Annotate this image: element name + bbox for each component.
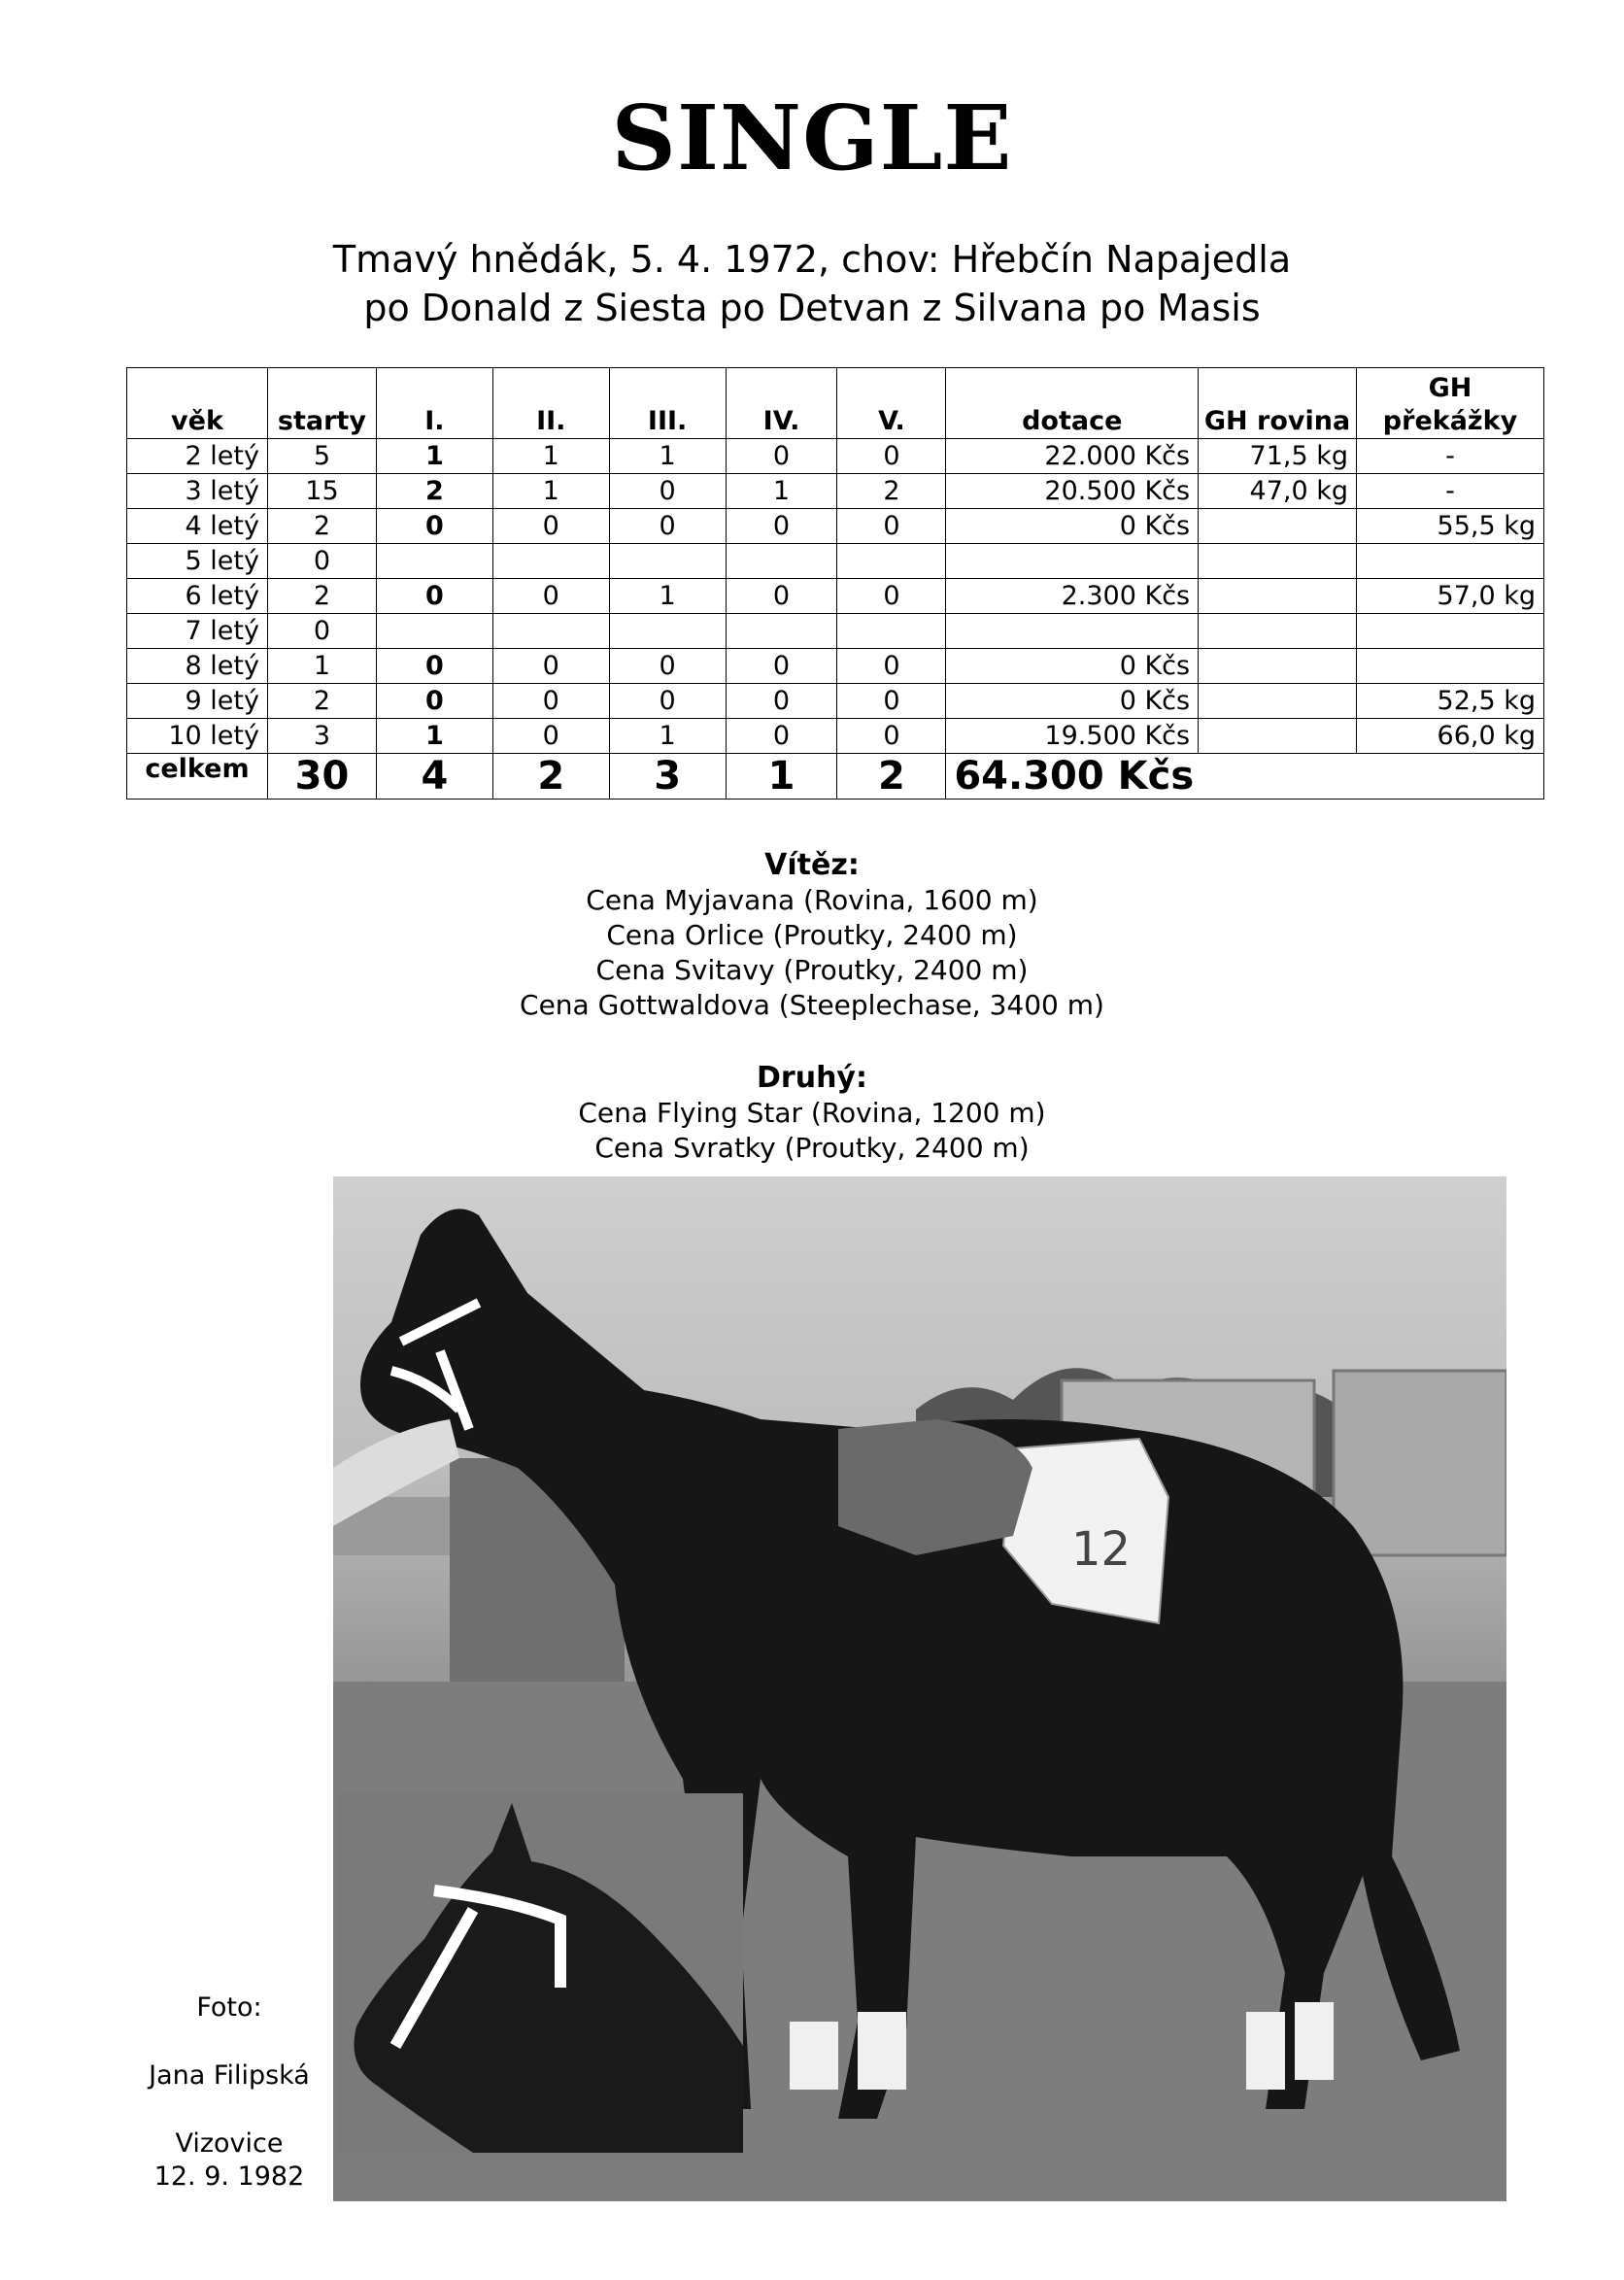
cell-fifth: 0 xyxy=(837,684,946,719)
total-fifth: 2 xyxy=(837,754,946,800)
total-first: 4 xyxy=(376,754,492,800)
cell-third: 0 xyxy=(609,684,726,719)
cell-starts: 2 xyxy=(267,684,376,719)
cell-second: 0 xyxy=(492,684,609,719)
cell-age: 10 letý xyxy=(127,719,268,754)
cell-prize: 22.000 Kčs xyxy=(946,439,1199,474)
cell-third xyxy=(609,614,726,649)
photo-credit-label: Foto: xyxy=(196,1992,262,2023)
cell-fifth xyxy=(837,614,946,649)
cell-gh-hurdles: 55,5 kg xyxy=(1357,509,1544,544)
winner-item: Cena Svitavy (Proutky, 2400 m) xyxy=(595,954,1029,986)
cell-second: 1 xyxy=(492,439,609,474)
cell-gh-hurdles xyxy=(1357,649,1544,684)
cell-third: 1 xyxy=(609,579,726,614)
cell-second: 1 xyxy=(492,474,609,509)
table-row xyxy=(127,544,1544,579)
total-fourth: 1 xyxy=(726,754,837,800)
cell-prize: 0 Kčs xyxy=(946,684,1199,719)
cell-fourth: 0 xyxy=(726,439,837,474)
cell-fourth xyxy=(726,614,837,649)
cell-fifth: 0 xyxy=(837,579,946,614)
cell-gh-flat xyxy=(1199,649,1357,684)
photo-credit-date: 12. 9. 1982 xyxy=(153,2161,305,2192)
cell-prize xyxy=(946,614,1199,649)
cell-age: 2 letý xyxy=(127,439,268,474)
photo-credit-place: Vizovice xyxy=(175,2128,284,2159)
cell-second: 0 xyxy=(492,509,609,544)
cell-third: 1 xyxy=(609,719,726,754)
cell-fifth: 0 xyxy=(837,439,946,474)
table-row xyxy=(127,649,1544,684)
cell-first: 1 xyxy=(376,719,492,754)
pedigree: po Donald z Siesta po Detvan z Silvana po Masis xyxy=(363,287,1261,329)
cell-prize: 0 Kčs xyxy=(946,649,1199,684)
cell-second: 0 xyxy=(492,649,609,684)
cell-fourth xyxy=(726,544,837,579)
cell-age: 7 letý xyxy=(127,614,268,649)
cell-gh-hurdles: - xyxy=(1357,439,1544,474)
saddle-number: 12 xyxy=(1071,1522,1132,1577)
cell-third xyxy=(609,544,726,579)
cell-fourth: 0 xyxy=(726,719,837,754)
cell-starts: 15 xyxy=(267,474,376,509)
cell-gh-hurdles: 57,0 kg xyxy=(1357,579,1544,614)
cell-first: 1 xyxy=(376,439,492,474)
cell-age: 5 letý xyxy=(127,544,268,579)
cell-gh-flat xyxy=(1199,544,1357,579)
col-header-starts: starty xyxy=(267,368,376,439)
cell-fourth: 0 xyxy=(726,579,837,614)
total-prize: 64.300 Kčs xyxy=(946,754,1544,800)
cell-fifth: 0 xyxy=(837,719,946,754)
second-item: Cena Svratky (Proutky, 2400 m) xyxy=(594,1132,1030,1164)
race-record-table xyxy=(126,367,1544,800)
cell-first: 0 xyxy=(376,649,492,684)
col-header-prize: dotace xyxy=(946,368,1199,439)
cell-second xyxy=(492,544,609,579)
cell-prize xyxy=(946,544,1199,579)
photo-credit-author: Jana Filipská xyxy=(149,2060,310,2091)
cell-starts: 0 xyxy=(267,614,376,649)
second-heading: Druhý: xyxy=(757,1061,867,1095)
cell-gh-flat xyxy=(1199,614,1357,649)
col-header-fourth: IV. xyxy=(726,368,837,439)
total-third: 3 xyxy=(609,754,726,800)
col-header-fifth: V. xyxy=(837,368,946,439)
cell-fourth: 0 xyxy=(726,509,837,544)
cell-third: 1 xyxy=(609,439,726,474)
cell-gh-hurdles: - xyxy=(1357,474,1544,509)
cell-gh-flat xyxy=(1199,719,1357,754)
second-place-section xyxy=(0,1061,1624,1166)
cell-gh-flat xyxy=(1199,684,1357,719)
cell-gh-hurdles: 52,5 kg xyxy=(1357,684,1544,719)
cell-age: 4 letý xyxy=(127,509,268,544)
cell-prize: 2.300 Kčs xyxy=(946,579,1199,614)
cell-first xyxy=(376,544,492,579)
horse-head-illustration xyxy=(337,1793,743,2153)
winner-item: Cena Gottwaldova (Steeplechase, 3400 m) xyxy=(520,989,1104,1021)
winner-item: Cena Orlice (Proutky, 2400 m) xyxy=(606,919,1018,951)
cell-starts: 3 xyxy=(267,719,376,754)
table-total-row xyxy=(127,754,1544,800)
cell-gh-flat: 71,5 kg xyxy=(1199,439,1357,474)
cell-first xyxy=(376,614,492,649)
cell-age: 8 letý xyxy=(127,649,268,684)
cell-age: 9 letý xyxy=(127,684,268,719)
cell-age: 6 letý xyxy=(127,579,268,614)
cell-second: 0 xyxy=(492,579,609,614)
table-header xyxy=(127,368,1544,439)
winner-item: Cena Myjavana (Rovina, 1600 m) xyxy=(586,884,1038,916)
cell-gh-hurdles xyxy=(1357,614,1544,649)
cell-starts: 2 xyxy=(267,579,376,614)
cell-gh-flat xyxy=(1199,579,1357,614)
cell-second xyxy=(492,614,609,649)
cell-prize: 20.500 Kčs xyxy=(946,474,1199,509)
table-row xyxy=(127,579,1544,614)
col-header-second: II. xyxy=(492,368,609,439)
cell-starts: 1 xyxy=(267,649,376,684)
col-header-gh-hurdles: GH překážky xyxy=(1357,368,1544,439)
col-header-age: věk xyxy=(127,368,268,439)
table-row xyxy=(127,474,1544,509)
cell-prize: 19.500 Kčs xyxy=(946,719,1199,754)
cell-fourth: 1 xyxy=(726,474,837,509)
cell-first: 0 xyxy=(376,684,492,719)
cell-starts: 0 xyxy=(267,544,376,579)
col-header-third: III. xyxy=(609,368,726,439)
cell-gh-flat xyxy=(1199,509,1357,544)
second-item: Cena Flying Star (Rovina, 1200 m) xyxy=(578,1097,1046,1129)
cell-starts: 2 xyxy=(267,509,376,544)
cell-fourth: 0 xyxy=(726,649,837,684)
total-starts: 30 xyxy=(267,754,376,800)
table-row xyxy=(127,439,1544,474)
cell-fifth: 2 xyxy=(837,474,946,509)
cell-first: 2 xyxy=(376,474,492,509)
table-row xyxy=(127,719,1544,754)
cell-third: 0 xyxy=(609,474,726,509)
table-row xyxy=(127,684,1544,719)
col-header-first: I. xyxy=(376,368,492,439)
horse-head-inset-photo xyxy=(337,1793,743,2153)
cell-third: 0 xyxy=(609,509,726,544)
col-header-gh-flat: GH rovina xyxy=(1199,368,1357,439)
cell-fifth xyxy=(837,544,946,579)
cell-fifth: 0 xyxy=(837,649,946,684)
table-row xyxy=(127,509,1544,544)
winner-heading: Vítěz: xyxy=(764,848,860,882)
cell-gh-hurdles xyxy=(1357,544,1544,579)
photo-credit-place-date xyxy=(132,2127,326,2194)
cell-third: 0 xyxy=(609,649,726,684)
winner-section xyxy=(0,848,1624,1023)
cell-first: 0 xyxy=(376,509,492,544)
cell-gh-flat: 47,0 kg xyxy=(1199,474,1357,509)
page-title: SINGLE xyxy=(611,85,1013,190)
cell-fourth: 0 xyxy=(726,684,837,719)
cell-gh-hurdles: 66,0 kg xyxy=(1357,719,1544,754)
cell-starts: 5 xyxy=(267,439,376,474)
cell-age: 3 letý xyxy=(127,474,268,509)
table-row xyxy=(127,614,1544,649)
horse-description: Tmavý hnědák, 5. 4. 1972, chov: Hřebčín Napajedla xyxy=(332,238,1292,281)
cell-prize: 0 Kčs xyxy=(946,509,1199,544)
cell-first: 0 xyxy=(376,579,492,614)
total-second: 2 xyxy=(492,754,609,800)
cell-fifth: 0 xyxy=(837,509,946,544)
total-label: celkem xyxy=(127,754,268,800)
cell-second: 0 xyxy=(492,719,609,754)
